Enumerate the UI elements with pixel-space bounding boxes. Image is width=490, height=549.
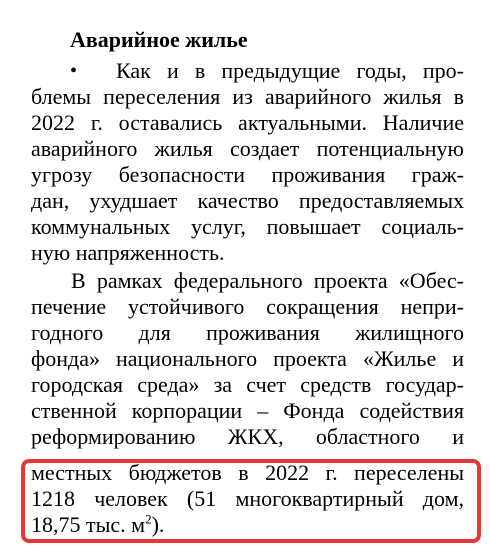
paragraph2-line: ственной корпорации – Фонда содействия	[31, 398, 464, 423]
paragraph2-line: печение устойчивого сокращения непри-	[31, 294, 464, 319]
paragraph2-line: реформированию ЖКХ, областного и	[31, 424, 464, 449]
paragraph2-line: годного для проживания жилищного	[31, 320, 464, 345]
highlight-box	[21, 459, 481, 543]
paragraph2-line: фонда» национального проекта «Жилье и	[31, 346, 464, 371]
paragraph1-line: 2022 г. оставались актуальными. Наличие	[31, 110, 464, 135]
highlighted-line: местных бюджетов в 2022 г. переселены	[31, 460, 464, 485]
highlighted-line: 1218 человек (51 многоквартирный дом,	[31, 486, 464, 511]
paragraph1-line: аварийного жилья создает потенциальную	[31, 136, 464, 161]
area-value: 18,75 тыс. м	[31, 512, 146, 537]
section-heading: Аварийное жилье	[70, 27, 248, 52]
paragraph1-line: угрозу безопасности проживания граж-	[31, 162, 464, 187]
paragraph2-line: В рамках федерального проекта «Обес-	[71, 268, 464, 293]
paragraph1-line: коммунальных услуг, повышает социаль-	[31, 214, 464, 239]
paragraph1-line: ную напряженность.	[31, 240, 225, 265]
area-unit-superscript: 2	[145, 511, 152, 527]
paragraph1-line: блемы переселения из аварийного жилья в	[31, 84, 464, 109]
bullet-marker: •	[70, 60, 78, 82]
closing-punctuation: ).	[151, 512, 165, 537]
paragraph1-line: Как и в предыдущие годы, про-	[116, 58, 464, 83]
paragraph2-line: городская среда» за счет средств государ-	[31, 372, 464, 397]
paragraph1-line: дан, ухудшает качество предоставляемых	[31, 188, 464, 213]
